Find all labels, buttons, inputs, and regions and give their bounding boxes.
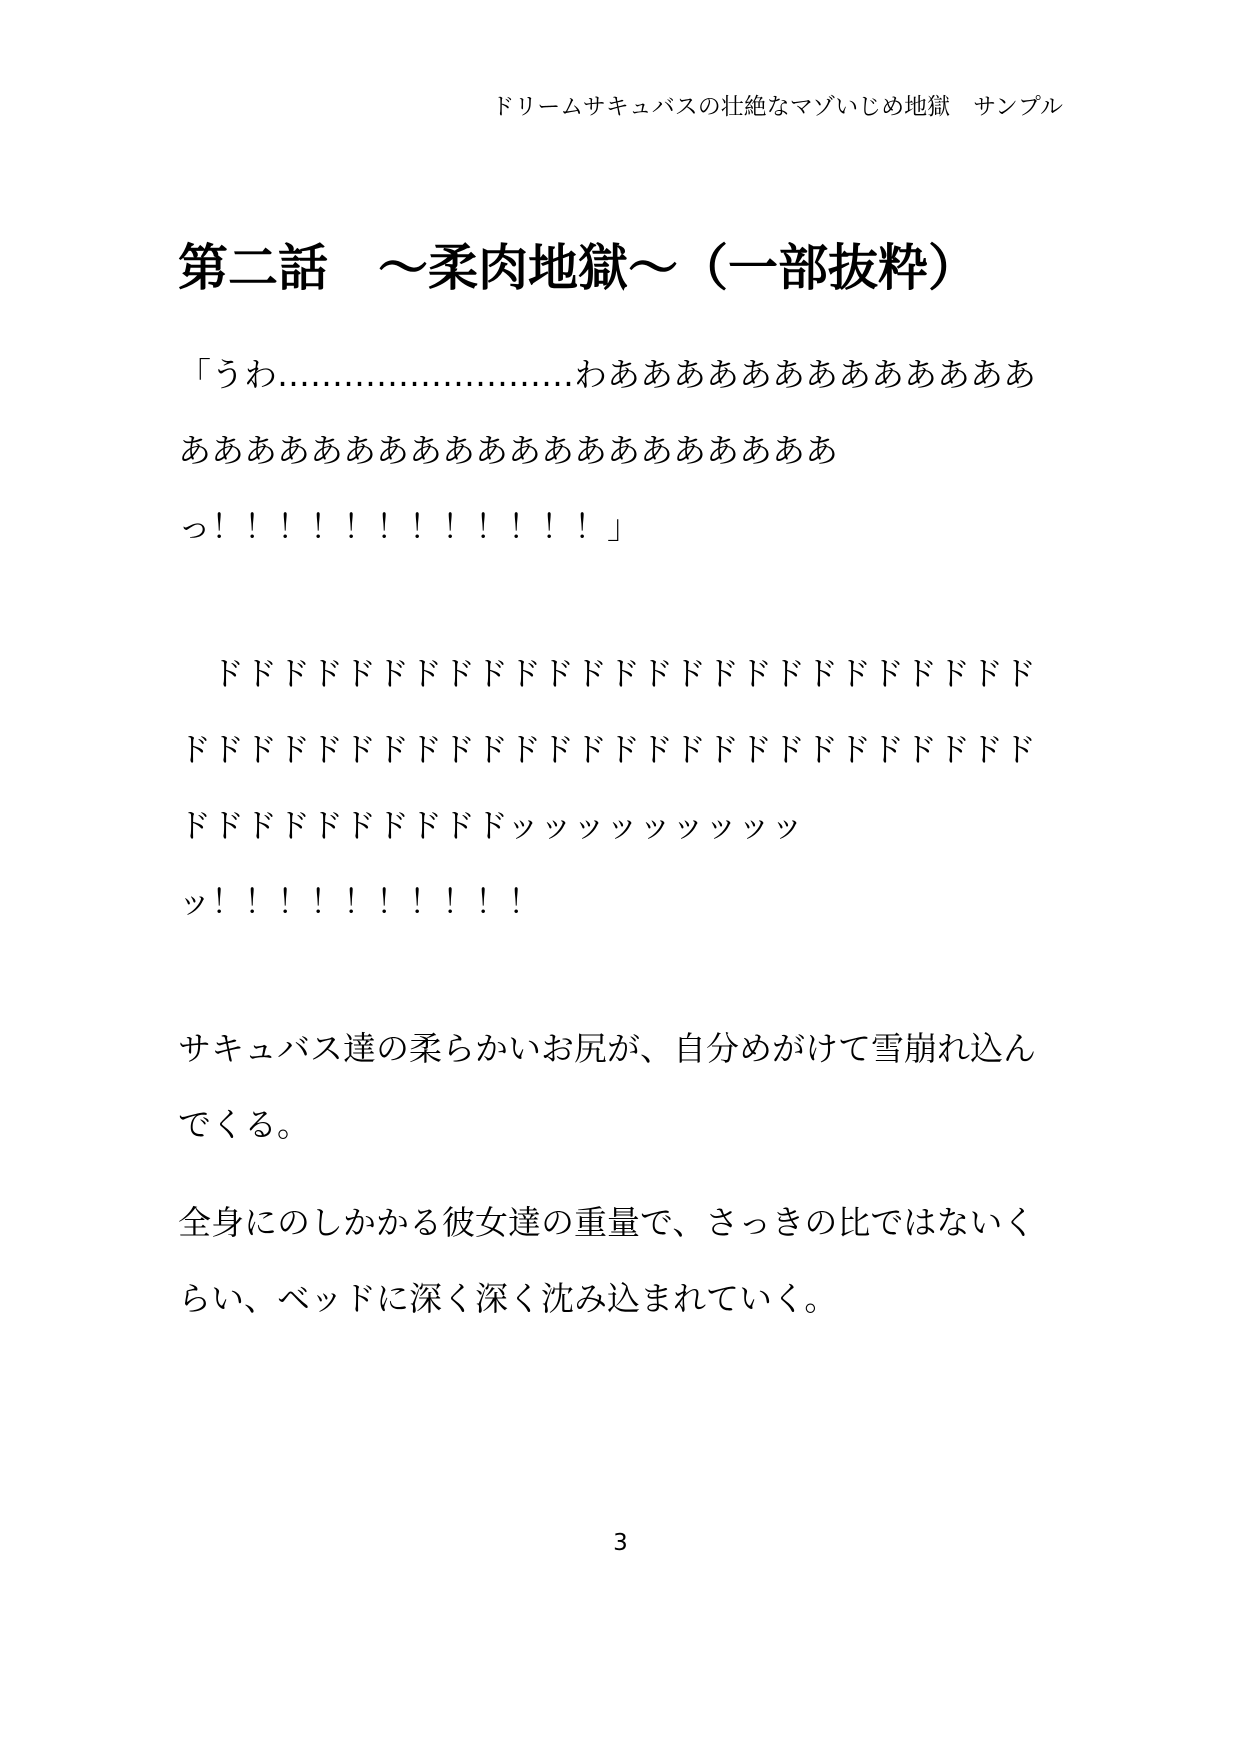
body-line: ドドドドドドドドドドドドドドドドドドドドドドドドド: [178, 654, 1036, 693]
body-line: ドドドドドドドドドドドドドドドドドドドドドドドドドド: [178, 730, 1036, 769]
body-line: ッ！！！！！！！！！！: [178, 882, 541, 921]
body-line: っ！！！！！！！！！！！！」: [178, 507, 640, 546]
body-line: 「うわ………………………わあああああああああああああ: [178, 355, 1036, 394]
body-line: ドドドドドドドドドドッッッッッッッッッ: [178, 806, 804, 845]
body-line: ああああああああああああああああああああ: [178, 431, 838, 470]
running-header: ドリームサキュバスの壮絶なマゾいじめ地獄 サンプル: [491, 94, 1063, 120]
body-line: 全身にのしかかる彼女達の重量で、さっきの比ではないく: [178, 1203, 1036, 1242]
body-line: サキュバス達の柔らかいお尻が、自分めがけて雪崩れ込ん: [178, 1029, 1036, 1068]
body-line: らい、ベッドに深く深く沈み込まれていく。: [178, 1279, 838, 1318]
body-line: でくる。: [178, 1105, 310, 1144]
chapter-title: 第二話 ～柔肉地獄～（一部抜粋）: [178, 239, 978, 297]
page-number: 3: [613, 1530, 628, 1556]
